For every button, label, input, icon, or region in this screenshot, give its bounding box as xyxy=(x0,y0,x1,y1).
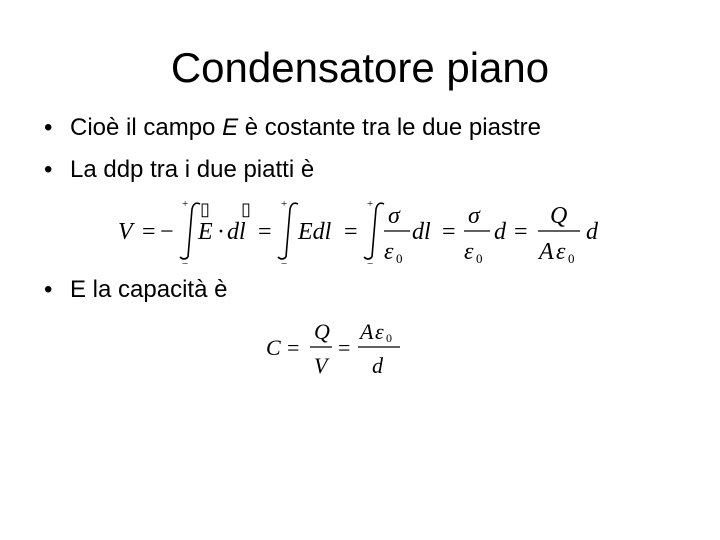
vector-box-icon: ▯ xyxy=(200,199,210,219)
integral-sign-3 xyxy=(364,203,384,259)
formula-sigma: σ xyxy=(388,203,400,229)
formula-edl: Edl xyxy=(298,219,332,245)
integral-sign-1 xyxy=(180,203,200,259)
bullet-text: E la capacità è xyxy=(70,276,228,303)
formula-sigma: σ xyxy=(468,203,480,229)
formula-epsilon: ε xyxy=(375,319,384,344)
formula-epsilon: ε xyxy=(556,239,566,265)
formula-a: A xyxy=(360,319,374,344)
formula-equals: = xyxy=(442,219,456,245)
formula-subscript-zero: 0 xyxy=(568,251,575,266)
formula-subscript-zero: 0 xyxy=(476,251,483,266)
integral-lower-limit: − xyxy=(182,258,189,270)
formula-equals: = xyxy=(287,335,300,360)
formula-v-symbol: V xyxy=(118,219,133,245)
bullet-item-capacity xyxy=(44,275,227,305)
bullet-text: La ddp tra i due piatti è xyxy=(70,156,315,183)
formula-equals: = xyxy=(514,219,528,245)
formula-v: V xyxy=(314,353,328,378)
formula-dl: dl xyxy=(227,219,246,245)
bullet-item-ddp xyxy=(44,155,314,185)
bullet-marker: • xyxy=(44,156,53,183)
formula-a: A xyxy=(539,239,554,265)
integral-upper-limit: + xyxy=(182,198,189,210)
formula-d: d xyxy=(586,219,598,245)
bullet-item-field-constant xyxy=(44,113,541,143)
formula-d: d xyxy=(494,219,506,245)
formula-subscript-zero: 0 xyxy=(396,251,403,266)
integral-sign-2 xyxy=(278,203,298,259)
formula-subscript-zero: 0 xyxy=(386,331,392,345)
formula-potential-difference xyxy=(110,195,620,280)
formula-equals: = xyxy=(338,335,351,360)
formula-equals: = xyxy=(344,219,358,245)
formula-epsilon: ε xyxy=(384,239,394,265)
formula-equals: = xyxy=(258,219,272,245)
vector-box-icon: ▯ xyxy=(241,199,251,219)
integral-lower-limit: − xyxy=(281,258,288,270)
slide-title: Condensatore piano xyxy=(170,44,550,91)
formula-minus: − xyxy=(160,219,174,245)
integral-upper-limit: + xyxy=(367,198,374,210)
formula-dl: dl xyxy=(412,219,431,245)
bullet-marker: • xyxy=(44,114,53,141)
formula-q: Q xyxy=(314,319,330,344)
formula-c: C xyxy=(266,335,281,360)
bullet-text-field-symbol: E xyxy=(222,114,239,141)
formula-capacitance xyxy=(262,315,412,390)
formula-dot: · xyxy=(217,219,225,245)
bullet-text-suffix: è costante tra le due piastre xyxy=(238,114,541,141)
formula-equals: = xyxy=(142,219,156,245)
bullet-marker: • xyxy=(44,276,53,303)
formula-d: d xyxy=(372,353,383,378)
bullet-text-prefix: Cioè il campo xyxy=(70,114,223,141)
formula-epsilon: ε xyxy=(464,239,474,265)
integral-upper-limit: + xyxy=(281,198,288,210)
formula-e: E xyxy=(198,219,213,245)
integral-lower-limit: − xyxy=(367,258,374,270)
formula-q: Q xyxy=(550,203,568,229)
